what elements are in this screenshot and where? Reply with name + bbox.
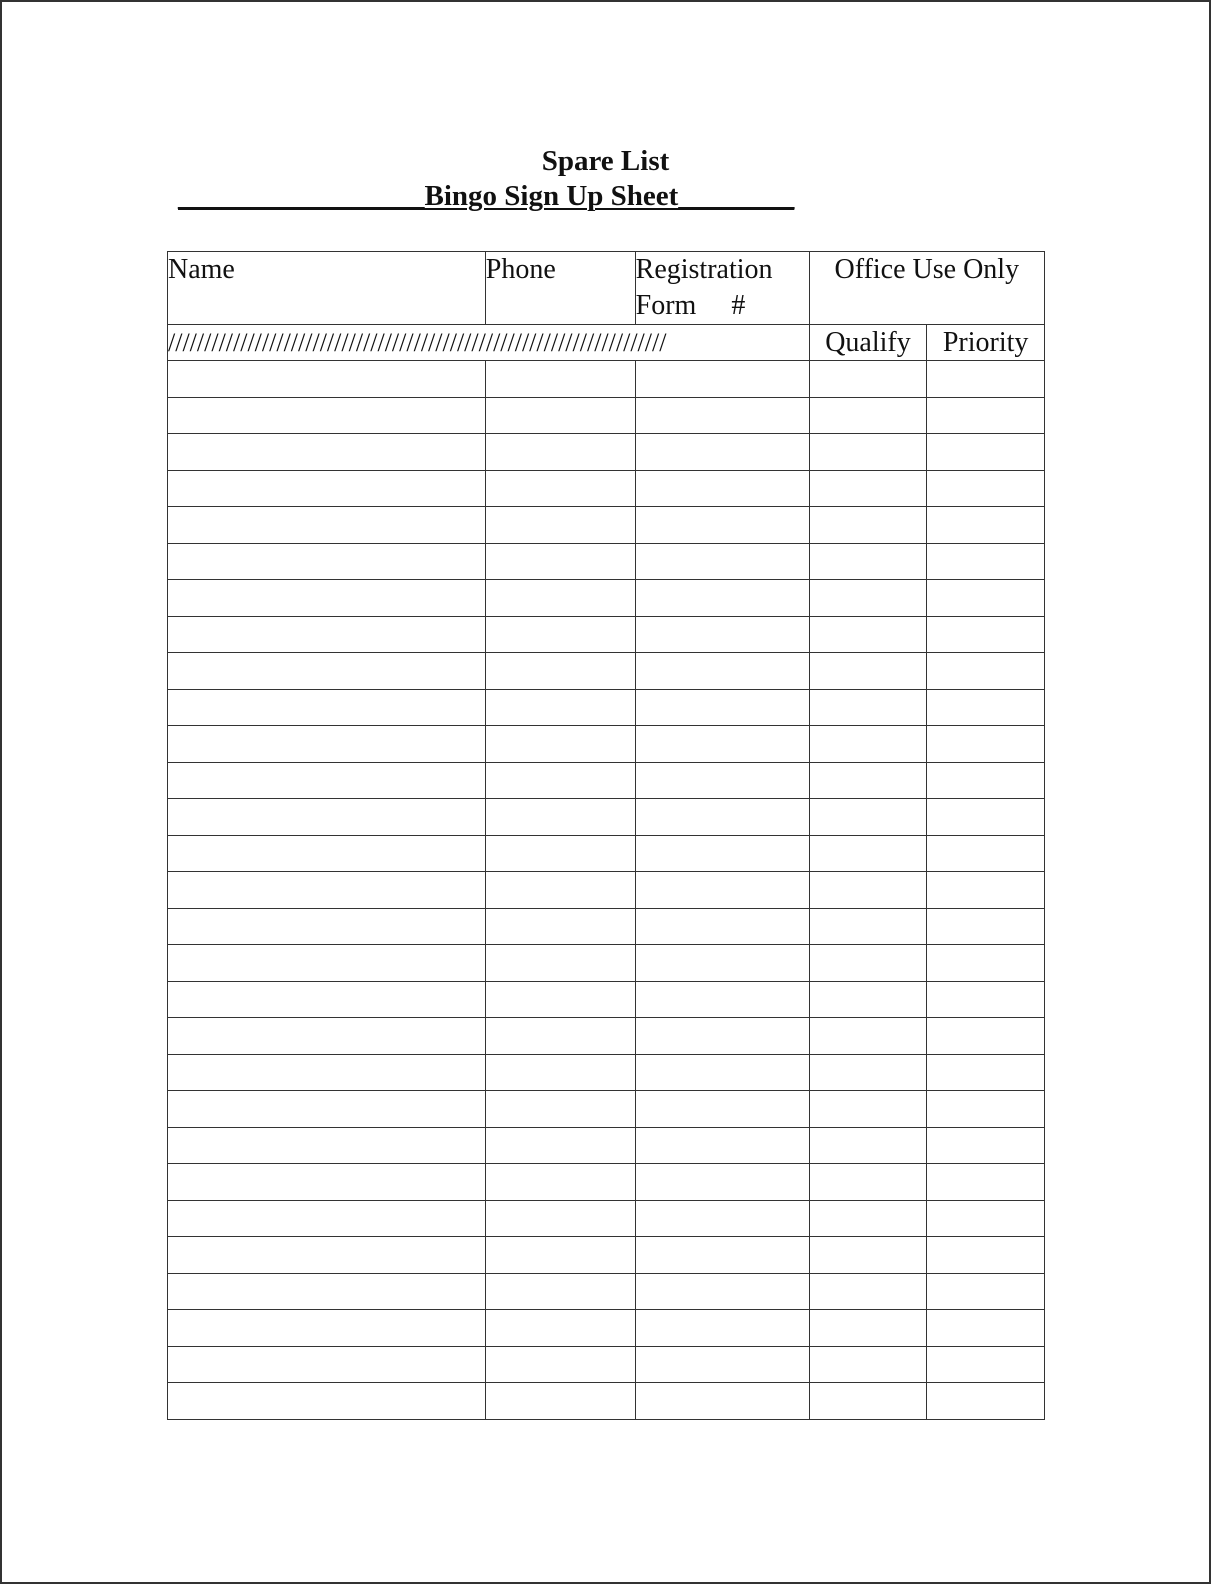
column-header-priority: Priority xyxy=(927,325,1045,361)
registration-cell[interactable] xyxy=(635,434,809,471)
name-cell[interactable] xyxy=(168,872,486,909)
table-row xyxy=(168,1383,1045,1420)
phone-cell[interactable] xyxy=(485,872,635,909)
priority-cell[interactable] xyxy=(927,507,1045,544)
column-header-office-use: Office Use Only xyxy=(809,252,1044,325)
phone-cell[interactable] xyxy=(485,799,635,836)
priority-cell[interactable] xyxy=(927,361,1045,398)
table-row xyxy=(168,1164,1045,1201)
document-subtitle: _________________Bingo Sign Up Sheet________ xyxy=(178,180,795,212)
registration-cell[interactable] xyxy=(635,397,809,434)
qualify-cell[interactable] xyxy=(809,1200,927,1237)
table-row xyxy=(168,361,1045,398)
phone-cell[interactable] xyxy=(485,726,635,763)
name-cell[interactable] xyxy=(168,981,486,1018)
phone-cell[interactable] xyxy=(485,981,635,1018)
qualify-cell[interactable] xyxy=(809,470,927,507)
name-cell[interactable] xyxy=(168,1237,486,1274)
phone-cell[interactable] xyxy=(485,653,635,690)
priority-cell[interactable] xyxy=(927,543,1045,580)
priority-cell[interactable] xyxy=(927,1383,1045,1420)
priority-cell[interactable] xyxy=(927,1054,1045,1091)
qualify-cell[interactable] xyxy=(809,1164,927,1201)
priority-cell[interactable] xyxy=(927,762,1045,799)
name-cell[interactable] xyxy=(168,1018,486,1055)
name-cell[interactable] xyxy=(168,507,486,544)
priority-cell[interactable] xyxy=(927,397,1045,434)
priority-cell[interactable] xyxy=(927,616,1045,653)
qualify-cell[interactable] xyxy=(809,1054,927,1091)
registration-cell[interactable] xyxy=(635,1237,809,1274)
priority-cell[interactable] xyxy=(927,1127,1045,1164)
priority-cell[interactable] xyxy=(927,835,1045,872)
name-cell[interactable] xyxy=(168,799,486,836)
registration-cell[interactable] xyxy=(635,1091,809,1128)
qualify-cell[interactable] xyxy=(809,1091,927,1128)
qualify-cell[interactable] xyxy=(809,908,927,945)
qualify-cell[interactable] xyxy=(809,580,927,617)
registration-cell[interactable] xyxy=(635,616,809,653)
qualify-cell[interactable] xyxy=(809,1127,927,1164)
phone-cell[interactable] xyxy=(485,689,635,726)
registration-cell[interactable] xyxy=(635,799,809,836)
priority-cell[interactable] xyxy=(927,1164,1045,1201)
table-row xyxy=(168,908,1045,945)
registration-cell[interactable] xyxy=(635,1383,809,1420)
phone-cell[interactable] xyxy=(485,1237,635,1274)
registration-cell[interactable] xyxy=(635,689,809,726)
name-cell[interactable] xyxy=(168,653,486,690)
table-row xyxy=(168,507,1045,544)
priority-cell[interactable] xyxy=(927,1346,1045,1383)
name-cell[interactable] xyxy=(168,762,486,799)
registration-cell[interactable] xyxy=(635,1127,809,1164)
table-row xyxy=(168,945,1045,982)
phone-cell[interactable] xyxy=(485,1018,635,1055)
table-row xyxy=(168,872,1045,909)
header-row xyxy=(168,252,1045,325)
phone-cell[interactable] xyxy=(485,1346,635,1383)
qualify-cell[interactable] xyxy=(809,1018,927,1055)
qualify-cell[interactable] xyxy=(809,1310,927,1347)
qualify-cell[interactable] xyxy=(809,981,927,1018)
qualify-cell[interactable] xyxy=(809,434,927,471)
table-row xyxy=(168,762,1045,799)
name-cell[interactable] xyxy=(168,616,486,653)
qualify-cell[interactable] xyxy=(809,543,927,580)
priority-cell[interactable] xyxy=(927,726,1045,763)
registration-cell[interactable] xyxy=(635,981,809,1018)
signup-table xyxy=(167,251,1045,1420)
table-row xyxy=(168,726,1045,763)
name-cell[interactable] xyxy=(168,1054,486,1091)
qualify-cell[interactable] xyxy=(809,762,927,799)
phone-cell[interactable] xyxy=(485,616,635,653)
slash-fill-cell: ///////////////////////////////////////////////////////////////////// xyxy=(168,325,810,361)
phone-cell[interactable] xyxy=(485,580,635,617)
name-cell[interactable] xyxy=(168,1310,486,1347)
name-cell[interactable] xyxy=(168,1164,486,1201)
table-row xyxy=(168,653,1045,690)
name-cell[interactable] xyxy=(168,434,486,471)
document-title: Spare List xyxy=(541,145,670,177)
phone-cell[interactable] xyxy=(485,1383,635,1420)
table-row xyxy=(168,981,1045,1018)
name-cell[interactable] xyxy=(168,580,486,617)
phone-cell[interactable] xyxy=(485,1200,635,1237)
name-cell[interactable] xyxy=(168,361,486,398)
column-header-registration: Registration Form # xyxy=(635,252,809,325)
phone-cell[interactable] xyxy=(485,1127,635,1164)
table-row xyxy=(168,1273,1045,1310)
registration-cell[interactable] xyxy=(635,361,809,398)
priority-cell[interactable] xyxy=(927,434,1045,471)
column-header-phone: Phone xyxy=(485,252,635,325)
priority-cell[interactable] xyxy=(927,580,1045,617)
registration-cell[interactable] xyxy=(635,543,809,580)
registration-cell[interactable] xyxy=(635,872,809,909)
priority-cell[interactable] xyxy=(927,1273,1045,1310)
qualify-cell[interactable] xyxy=(809,653,927,690)
registration-cell[interactable] xyxy=(635,1200,809,1237)
registration-cell[interactable] xyxy=(635,835,809,872)
table-row xyxy=(168,470,1045,507)
qualify-cell[interactable] xyxy=(809,945,927,982)
table-row xyxy=(168,580,1045,617)
name-cell[interactable] xyxy=(168,945,486,982)
table-row xyxy=(168,1127,1045,1164)
name-cell[interactable] xyxy=(168,1127,486,1164)
priority-cell[interactable] xyxy=(927,1310,1045,1347)
registration-cell[interactable] xyxy=(635,1054,809,1091)
priority-cell[interactable] xyxy=(927,1237,1045,1274)
table-row xyxy=(168,1091,1045,1128)
name-cell[interactable] xyxy=(168,908,486,945)
column-header-qualify: Qualify xyxy=(809,325,927,361)
phone-cell[interactable] xyxy=(485,835,635,872)
registration-cell[interactable] xyxy=(635,945,809,982)
phone-cell[interactable] xyxy=(485,1054,635,1091)
phone-cell[interactable] xyxy=(485,543,635,580)
registration-cell[interactable] xyxy=(635,1273,809,1310)
name-cell[interactable] xyxy=(168,1383,486,1420)
table-row xyxy=(168,799,1045,836)
phone-cell[interactable] xyxy=(485,762,635,799)
table-row xyxy=(168,1237,1045,1274)
phone-cell[interactable] xyxy=(485,1164,635,1201)
name-cell[interactable] xyxy=(168,689,486,726)
priority-cell[interactable] xyxy=(927,908,1045,945)
table-row xyxy=(168,1310,1045,1347)
subheader-row xyxy=(168,325,1045,361)
priority-cell[interactable] xyxy=(927,1200,1045,1237)
qualify-cell[interactable] xyxy=(809,397,927,434)
qualify-cell[interactable] xyxy=(809,1237,927,1274)
name-cell[interactable] xyxy=(168,543,486,580)
qualify-cell[interactable] xyxy=(809,1346,927,1383)
name-cell[interactable] xyxy=(168,835,486,872)
priority-cell[interactable] xyxy=(927,689,1045,726)
registration-cell[interactable] xyxy=(635,653,809,690)
column-header-name: Name xyxy=(168,252,486,325)
qualify-cell[interactable] xyxy=(809,507,927,544)
name-cell[interactable] xyxy=(168,726,486,763)
qualify-cell[interactable] xyxy=(809,872,927,909)
registration-cell[interactable] xyxy=(635,726,809,763)
qualify-cell[interactable] xyxy=(809,361,927,398)
name-cell[interactable] xyxy=(168,397,486,434)
qualify-cell[interactable] xyxy=(809,616,927,653)
registration-cell[interactable] xyxy=(635,470,809,507)
priority-cell[interactable] xyxy=(927,872,1045,909)
phone-cell[interactable] xyxy=(485,361,635,398)
table-row xyxy=(168,1346,1045,1383)
qualify-cell[interactable] xyxy=(809,1273,927,1310)
phone-cell[interactable] xyxy=(485,908,635,945)
registration-cell[interactable] xyxy=(635,908,809,945)
priority-cell[interactable] xyxy=(927,945,1045,982)
name-cell[interactable] xyxy=(168,1200,486,1237)
name-cell[interactable] xyxy=(168,1273,486,1310)
priority-cell[interactable] xyxy=(927,981,1045,1018)
registration-cell[interactable] xyxy=(635,1310,809,1347)
phone-cell[interactable] xyxy=(485,1273,635,1310)
priority-cell[interactable] xyxy=(927,799,1045,836)
phone-cell[interactable] xyxy=(485,434,635,471)
phone-cell[interactable] xyxy=(485,507,635,544)
phone-cell[interactable] xyxy=(485,945,635,982)
qualify-cell[interactable] xyxy=(809,726,927,763)
table-row xyxy=(168,434,1045,471)
table-row xyxy=(168,543,1045,580)
table-row xyxy=(168,1054,1045,1091)
table-row xyxy=(168,689,1045,726)
priority-cell[interactable] xyxy=(927,1018,1045,1055)
registration-cell[interactable] xyxy=(635,1346,809,1383)
table-row xyxy=(168,1018,1045,1055)
qualify-cell[interactable] xyxy=(809,835,927,872)
priority-cell[interactable] xyxy=(927,653,1045,690)
phone-cell[interactable] xyxy=(485,1310,635,1347)
registration-cell[interactable] xyxy=(635,580,809,617)
priority-cell[interactable] xyxy=(927,470,1045,507)
name-cell[interactable] xyxy=(168,1091,486,1128)
table-row xyxy=(168,397,1045,434)
registration-cell[interactable] xyxy=(635,1164,809,1201)
name-cell[interactable] xyxy=(168,1346,486,1383)
phone-cell[interactable] xyxy=(485,1091,635,1128)
table-row xyxy=(168,835,1045,872)
qualify-cell[interactable] xyxy=(809,799,927,836)
table-row xyxy=(168,616,1045,653)
registration-cell[interactable] xyxy=(635,1018,809,1055)
phone-cell[interactable] xyxy=(485,397,635,434)
name-cell[interactable] xyxy=(168,470,486,507)
qualify-cell[interactable] xyxy=(809,689,927,726)
registration-cell[interactable] xyxy=(635,507,809,544)
table-row xyxy=(168,1200,1045,1237)
registration-cell[interactable] xyxy=(635,762,809,799)
priority-cell[interactable] xyxy=(927,1091,1045,1128)
phone-cell[interactable] xyxy=(485,470,635,507)
qualify-cell[interactable] xyxy=(809,1383,927,1420)
